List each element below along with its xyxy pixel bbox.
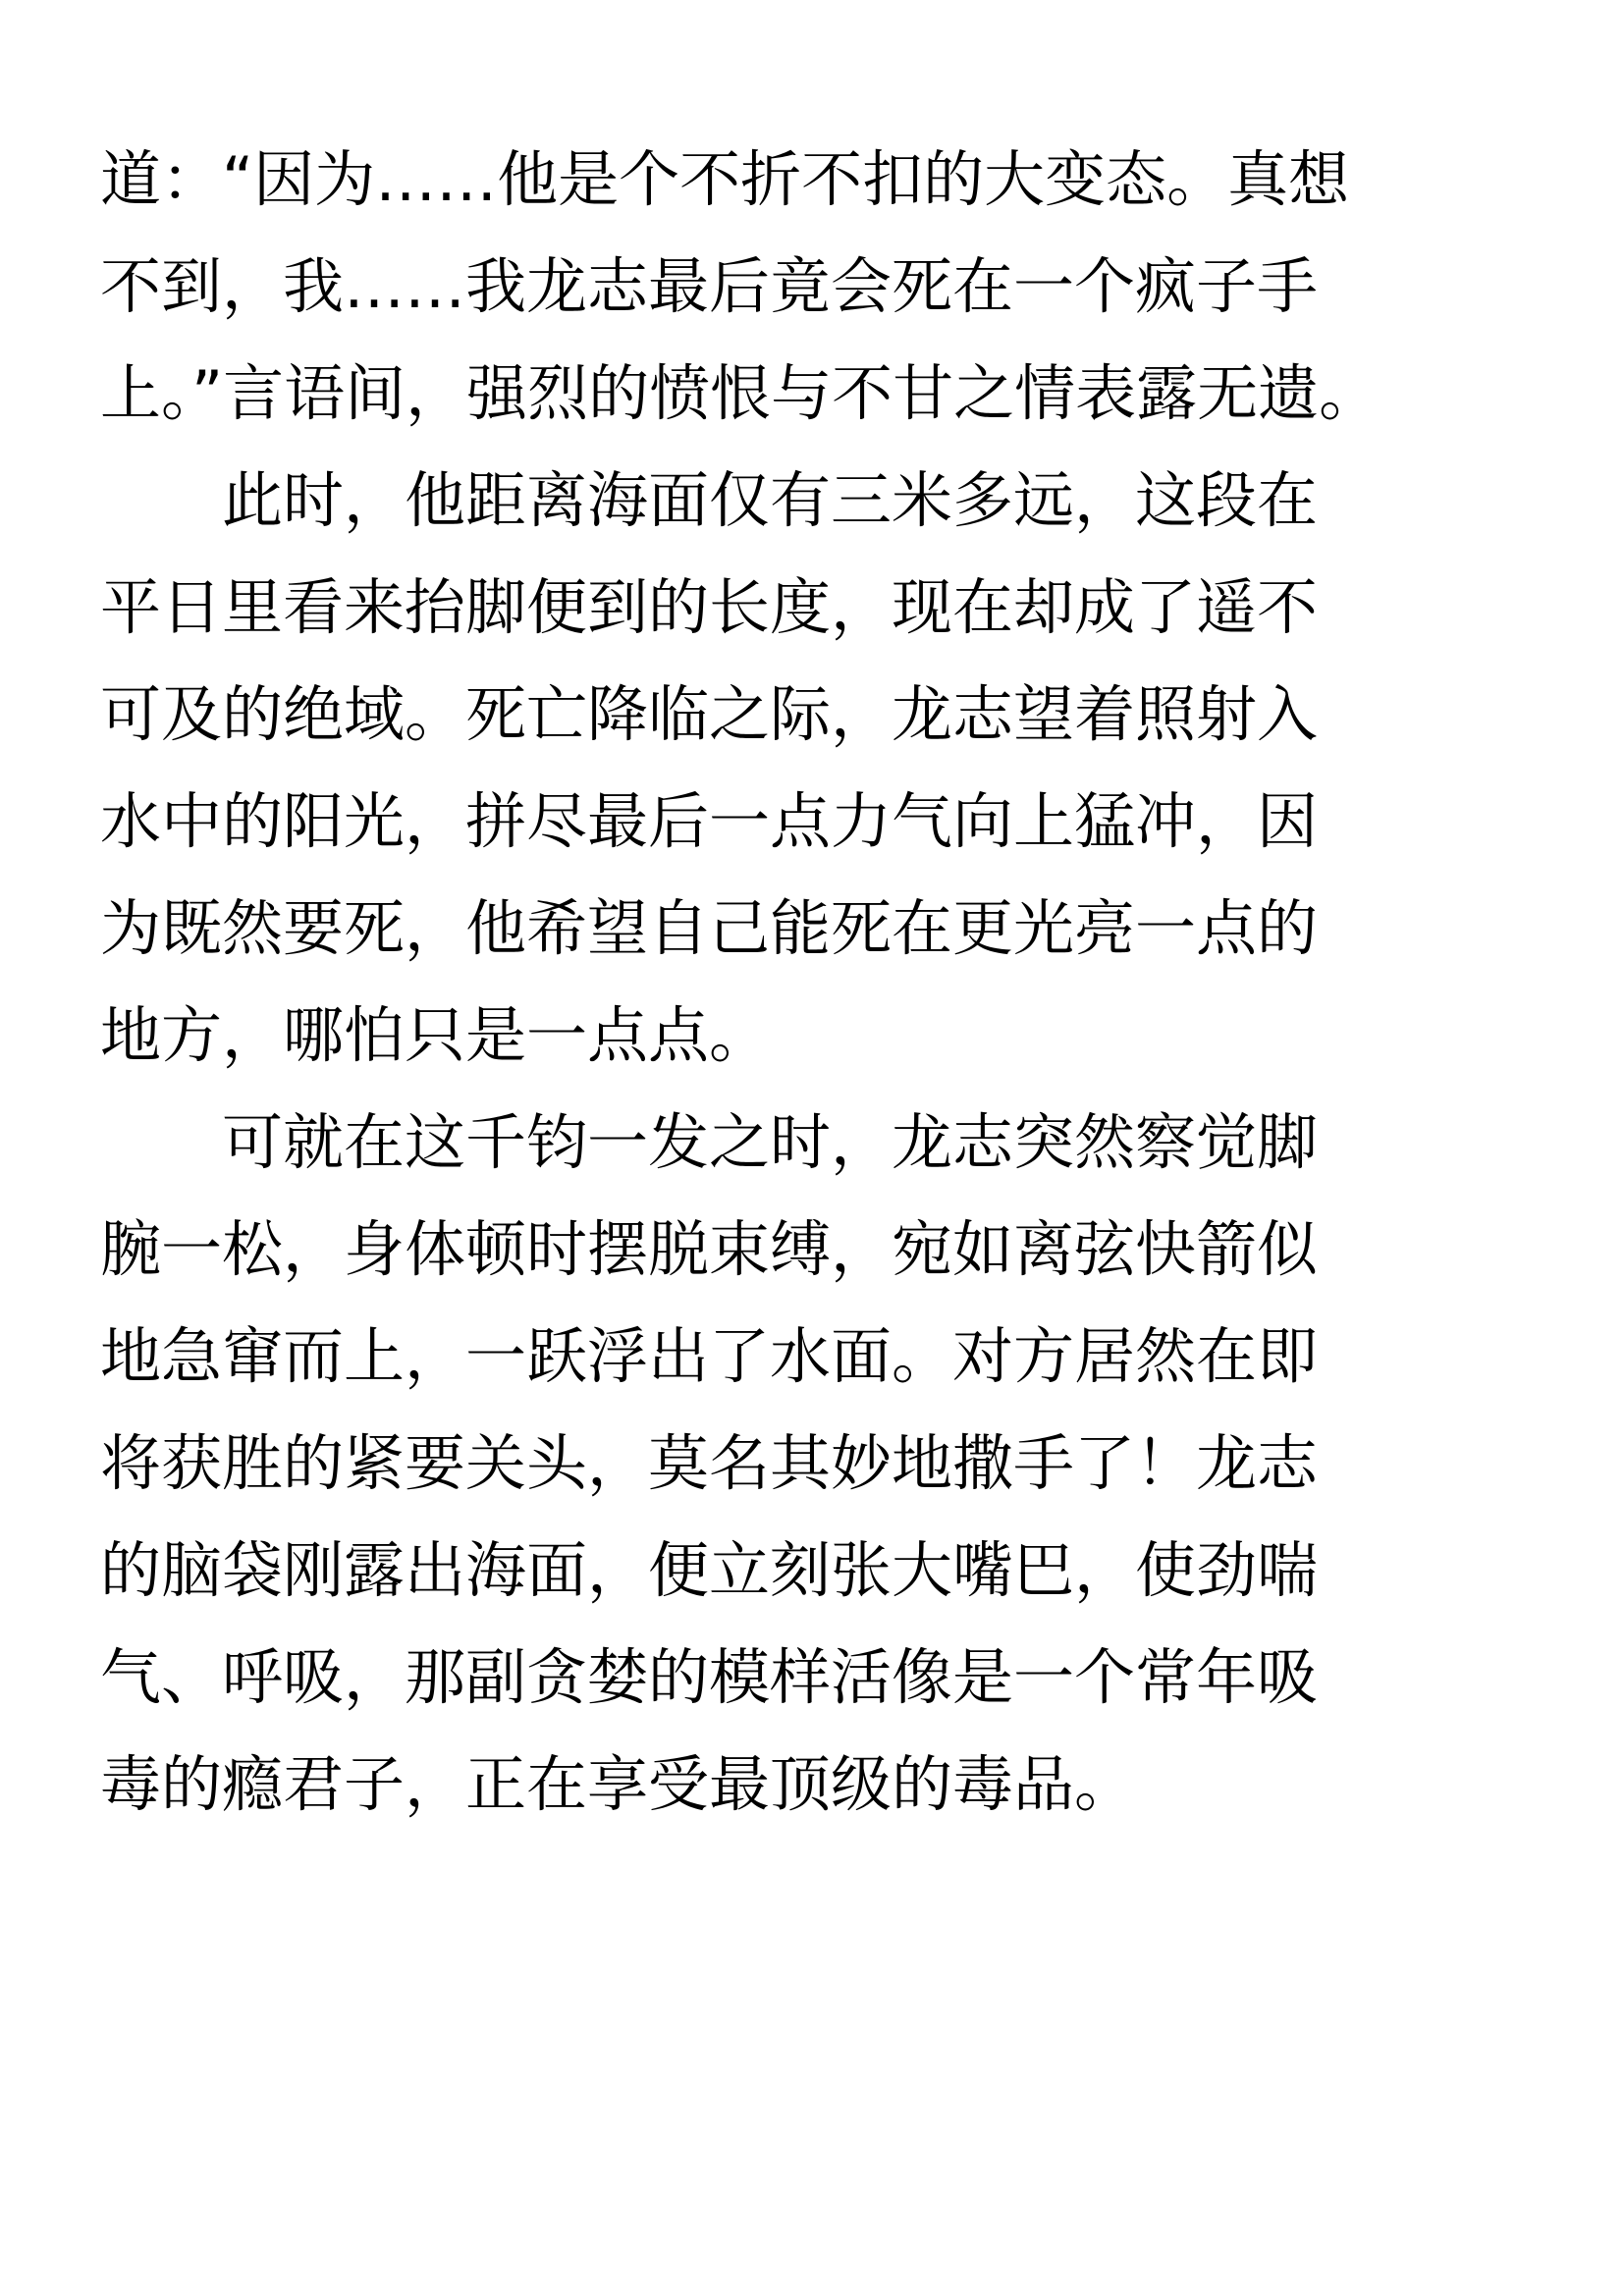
text-line: 气、呼吸，那副贪婪的模样活像是一个常年吸 (100, 1641, 1319, 1713)
text-line: 平日里看来抬脚便到的长度，现在却成了遥不 (100, 571, 1319, 643)
text-line: 上。”言语间，强烈的愤恨与不甘之情表露无遗。 (100, 357, 1380, 429)
document-page (100, 126, 1534, 1838)
text-line: 可及的绝域。死亡降临之际，龙志望着照射入 (100, 678, 1319, 750)
text-line: 腕一松，身体顿时摆脱束缚，宛如离弦快箭似 (100, 1213, 1319, 1285)
text-line: 水中的阳光，拼尽最后一点力气向上猛冲，因 (100, 785, 1319, 857)
text-line: 地急窜而上，一跃浮出了水面。对方居然在即 (100, 1320, 1319, 1392)
text-line: 为既然要死，他希望自己能死在更光亮一点的 (100, 892, 1319, 964)
paragraph-start-line: 可就在这千钧一发之时，龙志突然察觉脚 (222, 1106, 1319, 1178)
text-line: 不到，我……我龙志最后竟会死在一个疯子手 (100, 250, 1319, 322)
paragraph-start-line: 此时，他距离海面仅有三米多远，这段在 (222, 464, 1319, 536)
text-line: 地方，哪怕只是一点点。 (100, 999, 771, 1071)
text-line: 将获胜的紧要关头，莫名其妙地撒手了！龙志 (100, 1427, 1319, 1499)
text-line: 道：“因为……他是个不折不扣的大变态。真想 (100, 143, 1350, 215)
text-line: 的脑袋刚露出海面，便立刻张大嘴巴，使劲喘 (100, 1534, 1319, 1606)
text-line: 毒的瘾君子，正在享受最顶级的毒品。 (100, 1748, 1136, 1820)
